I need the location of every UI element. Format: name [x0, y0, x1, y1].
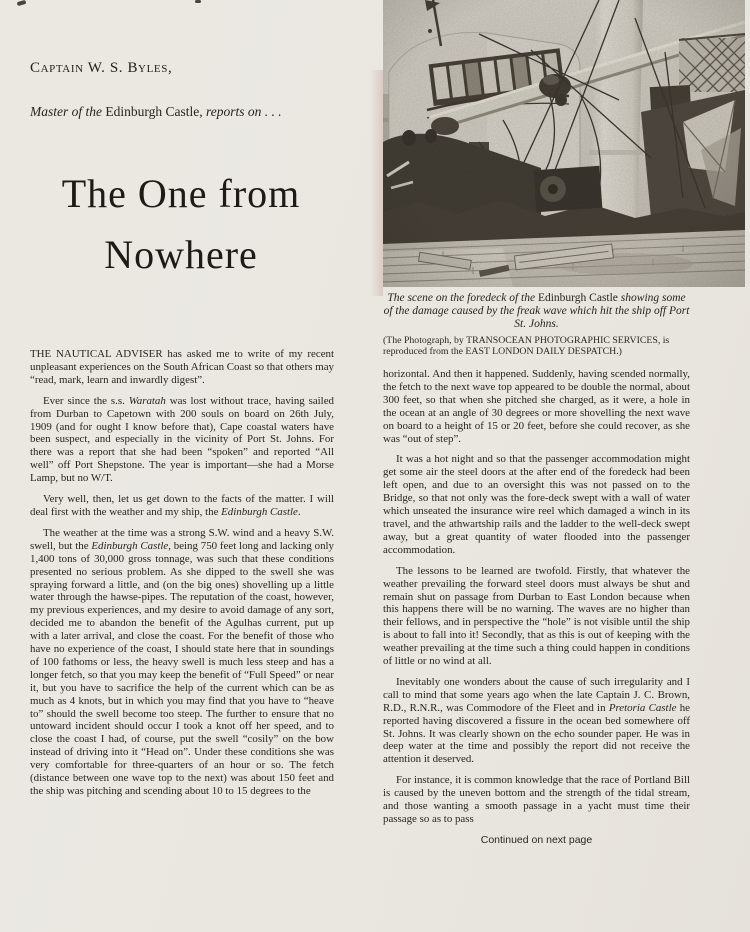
text-segment: Inevitably one wonders about the cause of such irregularity and I call to mind that some years ago when the late Captain J. C. Brown, R.D., R.N.R., was Commodore of the Fleet and in [383, 675, 690, 714]
text-segment: Very well, then, let us get down to the facts of the matter. I will deal first with the weather and my ship, the [30, 493, 334, 518]
text-segment: , being 750 feet long and lacking only 1,400 tons of 30,000 gross tonnage, was such that these conditions presented no serious problem. As she dipped to the swell she was spraying forward a little, and (on the big ones) shovelling up a little water through the hawse-pipes. The reputation of the coast, however, my previous experiences, and my desire to avoid damage of any sort, decided me to abandon the benefit of the Agulhas current, put up with a later arrival, and close the coast. For the benefit of those who have no experience of the coast, I should state here that in soundings of 100 fathoms or less, the heavy swell is much less steep and has a longer fetch, so that you may keep the benefit of “Full Speed” or near it, but you have to sacrifice the help of the current which can be as much as 4 knots, but in which you may find that you have to “heave to” should the swell become too steep. The further to ensure that no untoward incident should occur I took a knot off her speed, and to close the coast I had, of course, put the swell “cosily” on the bow instead of driving into it “Head on”. Under these conditions she was very comfortable for three-quarters of an hour or so. The fetch (distance between one wave top to the next) was about 150 feet and the ship was pitching and scending about 10 to 15 degrees to the [30, 539, 334, 797]
body-paragraph [30, 493, 334, 519]
body-paragraph [383, 453, 690, 556]
photo-caption [383, 292, 690, 332]
body-paragraph [30, 527, 334, 798]
body-paragraph [383, 565, 690, 668]
right-column [383, 368, 690, 928]
photo-credit: (The Photograph, by TRANSOCEAN PHOTOGRAPHIC SERVICES, is reproduced from the EAST LONDON DAILY DESPATCH.) [383, 335, 670, 357]
body-paragraph [30, 395, 334, 485]
text-segment: The scene on the foredeck of the [387, 292, 538, 304]
text-segment: he reported having discovered a fissure in the ocean bed somewhere off St. Johns. It was clearly shown on the echo sounder paper. He was in deep water at the time and possibly the report did not receive the attention it deserved. [383, 701, 690, 766]
text-segment: Master of the [30, 104, 106, 119]
body-paragraph [30, 348, 334, 387]
text-segment: The weather at the time was a strong S.W. wind and a heavy S.W. swell, but the [30, 526, 334, 552]
text-segment: For instance, it is common knowledge that the race of Portland Bill is caused by the uneven bottom and the strength of the tidal stream, and those wanting a smooth passage in a yacht must time their passage so as to pass [383, 774, 690, 825]
body-paragraph [383, 368, 690, 445]
continued-note: Continued on next page [480, 833, 593, 846]
body-paragraph [383, 676, 690, 766]
text-segment: Edinburgh Castle [105, 104, 200, 119]
page-gutter-shadow [370, 70, 383, 296]
text-segment: was lost without trace, having sailed from Durban to Capetown with 200 souls on board on 26th July, 1909 (and for ought I know before that), Cape coastal waters have been suspect, and especially in the vicinity of Port St. Johns. For there was a report that she had been “spoken” and reported “All well” off Port Shepstone. The year is important—she had a Morse Lamp, but no W/T. [30, 394, 334, 485]
text-segment: Edinburgh Castle [537, 292, 618, 304]
body-paragraph [383, 774, 690, 826]
text-segment: showing some of the damage caused by the freak wave which hit the ship off Port St. Johns. [383, 292, 690, 331]
scan-artifact [17, 0, 27, 6]
article-title-line-1: The One from [61, 171, 301, 216]
text-segment: Edinburgh Castle [221, 505, 298, 518]
text-segment: Waratah [128, 394, 166, 407]
text-segment: It was a hot night and so that the passenger accommodation might get some air the steel doors at the after end of the foredeck had been left open, and due to an oversight this was not passed on to the Bridge, so that not only was the fore-deck swept with a wall of water which unseated the insurance wire reel which damaged a winch in its travel, and the athwartship rails and the ladder to the well-deck swept away, but a great quantity of water flooded into the passenger accommodation. [383, 453, 690, 556]
article-title-line-2: Nowhere [104, 232, 258, 277]
text-segment: , reports on . . . [199, 104, 282, 119]
text-segment: THE NAUTICAL ADVISER has asked me to write of my recent unpleasant experiences on the South African Coast so that others may “read, mark, learn and inwardly digest”. [30, 348, 334, 386]
author-byline: Captain W. S. Byles, [30, 60, 173, 76]
text-segment: Pretoria Castle [608, 701, 677, 714]
scan-artifact [195, 0, 201, 3]
foredeck-photo [383, 0, 745, 287]
text-segment: The lessons to be learned are twofold. Firstly, that whatever the weather prevailing the forward steel doors must always be shut and remain shut on passage from Durban to East London because when this happens there will be no warning. The waves are no higher than their fellows, and in perspective the “hole” is not visible until the ship is about to fall into it! Secondly, that as this is out of keeping with the weather prevailing at the time such a thing could happen in conditions of little or no wind at all. [383, 564, 690, 668]
right-column-paragraphs [383, 368, 690, 826]
text-segment: . [297, 505, 301, 518]
left-column [30, 348, 334, 926]
text-segment: Ever since the s.s. [43, 394, 129, 407]
ship-foredeck-illustration [383, 0, 745, 287]
text-segment: Edinburgh Castle [91, 539, 169, 552]
article-title [28, 163, 334, 285]
author-role-line [30, 104, 370, 120]
text-segment: horizontal. And then it happened. Suddenly, having scended normally, the fetch to the next wave top appeared to be double the normal, about 300 feet, so that when she pitched she charged, as it were, a hole in the ocean at an angle of 30 degrees or more shovelling the next wave on board to a height of 15 or 20 feet, before she could recover, as she was “out of step”. [383, 368, 690, 445]
